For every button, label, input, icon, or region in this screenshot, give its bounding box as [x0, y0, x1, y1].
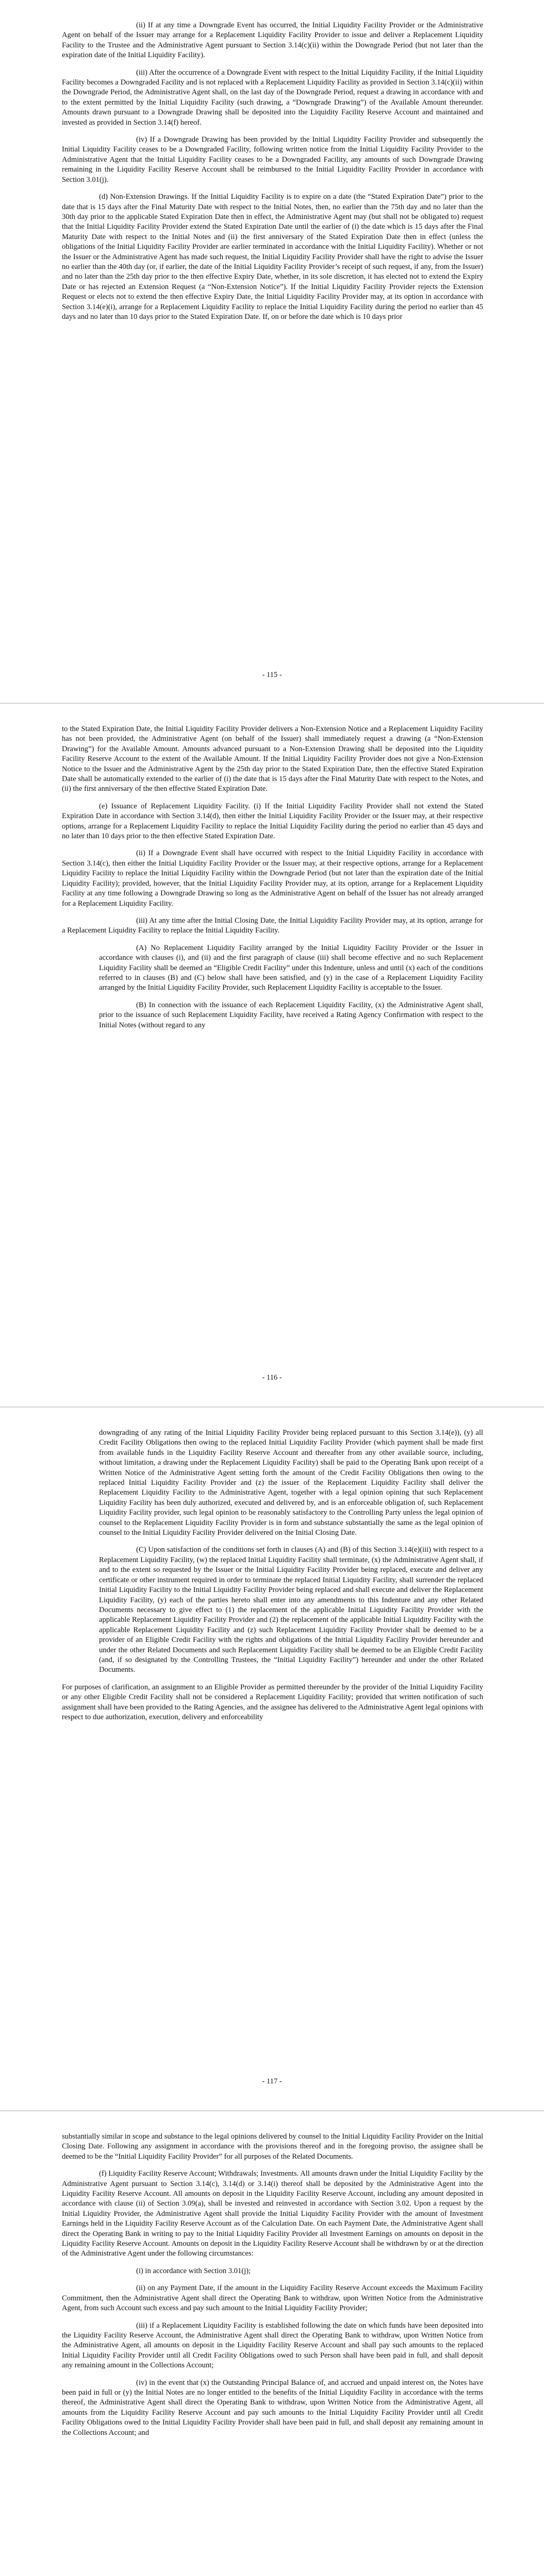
paragraph: (i) in accordance with Section 3.01(j); [136, 2266, 251, 2275]
paragraph: (iii) After the occurrence of a Downgrade Event with respect to the Initial Liquidity Facility, if the Initial Liquidity Facility becomes a Downgraded Facility and is not replaced with a Replacement Liquidity Facility as provided in Section 3.14(c)(ii) within the Downgrade Period, the Administrative Agent shall, on the last day of the Downgrade Period, request a drawing in accordance with and to the extent permitted by the Initial Liquidity Facility (such drawing, a “Downgrade Drawing”) of the Available Amount thereunder. Amounts drawn pursuant to a Downgrade Drawing shall be deposited into the Liquidity Facility Reserve Account and maintained and invested as provided in Section 3.14(f) hereof. [62, 68, 483, 127]
document-page-1 [0, 0, 544, 703]
paragraph: For purposes of clarification, an assignment to an Eligible Provider as permitted thereunder by the provider of the Initial Liquidity Facility or any other Eligible Credit Facility shall not be considered a Replacement Liquidity Facility; provided that written notification of such assignment shall have been provided to the Rating Agencies, and the assignee has delivered to the Administrative Agent legal opinions with respect to due authorization, execution, delivery and enforceability [62, 1683, 483, 1721]
page-1-body [62, 21, 483, 329]
paragraph: (iv) in the event that (x) the Outstanding Principal Balance of, and accrued and unpaid interest on, the Notes have been paid in full or (y) the Initial Notes are no longer entitled to the benefits of the Initial Liquidity Facility in accordance with the terms thereof, the Administrative Agent shall direct the Operating Bank to withdraw, upon Written Notice from the Administrative Agent, all amounts from the Liquidity Facility Reserve Account and pay such amounts to the Initial Liquidity Facility Provider until all Credit Facility Obligations owed to the Initial Liquidity Facility Provider shall have been paid in full, and shall deposit any remaining amount in the Collections Account; and [62, 2378, 483, 2437]
page-number: - 117 - [262, 2077, 282, 2086]
page-number: - 115 - [262, 671, 282, 679]
document-page-4 [0, 2111, 544, 2576]
paragraph: (C) Upon satisfaction of the conditions set forth in clauses (A) and (B) of this Section 3.14(e)(iii) with respect to a Replacement Liquidity Facility, (w) the replaced Initial Liquidity Facility shall terminate, (x) the Administrative Agent shall, if and to the extent so requested by the Issuer or the Initial Liquidity Facility Provider being replaced, execute and deliver any certificate or other instrument required in order to terminate the replaced Initial Liquidity Facility, shall surrender the replaced Initial Liquidity Facility to the Initial Liquidity Facility Provider being replaced and shall execute and deliver the Replacement Liquidity Facility, (y) each of the parties hereto shall enter into any amendments to this Indenture and any other Related Documents necessary to give effect to (1) the replacement of the applicable Initial Liquidity Facility Provider with the applicable Replacement Liquidity Facility Provider and (2) the replacement of the applicable Initial Liquidity Facility with the applicable Replacement Liquidity Facility and (z) such Replacement Liquidity Facility Provider shall be deemed to be a provider of an Eligible Credit Facility with the rights and obligations of the Initial Liquidity Facility Provider hereunder and under the other Related Documents and such Replacement Liquidity Facility shall be deemed to be an Eligible Credit Facility (and, if so designated by the Controlling Trustees, the “Initial Liquidity Facility”) hereunder and under the other Related Documents. [99, 1546, 483, 1674]
paragraph: (B) In connection with the issuance of each Replacement Liquidity Facility, (x) the Administrative Agent shall, prior to the issuance of such Replacement Liquidity Facility, have received a Rating Agency Confirmation with respect to the Initial Notes (without regard to any [99, 1001, 483, 1029]
paragraph: (iii) At any time after the Initial Closing Date, the Initial Liquidity Facility Provider may, at its option, arrange for a Replacement Liquidity Facility to replace the Initial Liquidity Facility. [62, 916, 483, 935]
paragraph: substantially similar in scope and substance to the legal opinions delivered by counsel to the Initial Liquidity Facility Provider on the Initial Closing Date. Following any assignment in accordance with the provisions thereof and in the foregoing proviso, the assignee shall be deemed to be the “Initial Liquidity Facility Provider” for all purposes of the Related Documents. [62, 2132, 483, 2161]
page-2-body [62, 724, 483, 1038]
paragraph: (ii) on any Payment Date, if the amount in the Liquidity Facility Reserve Account exceeds the Maximum Facility Commitment, then the Administrative Agent shall direct the Operating Bank to withdraw, upon Written Notice from the Administrative Agent, from such Account such excess and pay such amount to the Initial Liquidity Facility Provider; [62, 2284, 483, 2313]
paragraph: (ii) If at any time a Downgrade Event has occurred, the Initial Liquidity Facility Provider or the Administrative Agent on behalf of the Issuer may arrange for a Replacement Liquidity Facility Provider to issue and deliver a Replacement Liquidity Facility to the Trustee and the Administrative Agent pursuant to Section 3.14(c)(ii) within the Downgrade Period (but not later than the expiration date of the Initial Liquidity Facility). [62, 21, 483, 60]
paragraph: (f) Liquidity Facility Reserve Account; Withdrawals; Investments. All amounts drawn under the Initial Liquidity Facility by the Administrative Agent pursuant to Section 3.14(c), 3.14(d) or 3.14(i) thereof shall be deposited by the Administrative Agent into the Liquidity Facility Reserve Account. All amounts on deposit in the Liquidity Facility Reserve Account, including any amount deposited in accordance with clause (ii) of Section 3.09(a), shall be invested and reinvested in accordance with Section 3.02. Upon a request by the Initial Liquidity Provider, the Administrative Agent shall provide the Initial Liquidity Facility Provider with the amount of Investment Earnings held in the Liquidity Facility Reserve Account as of the Calculation Date. On each Payment Date, the Administrative Agent shall direct the Operating Bank in writing to pay to the Initial Liquidity Facility Provider all Investment Earnings on amounts on deposit in the Liquidity Facility Reserve Account. Amounts on deposit in the Liquidity Facility Reserve Account shall be withdrawn by or at the direction of the Administrative Agent under the following circumstances: [62, 2170, 483, 2258]
paragraph: to the Stated Expiration Date, the Initial Liquidity Facility Provider delivers a Non-Extension Notice and a Replacement Liquidity Facility has not been provided, the Administrative Agent (on behalf of the Issuer) shall immediately request a drawing (a “Non-Extension Drawing”) for the Available Amount. Amounts advanced pursuant to a Non-Extension Drawing shall be deposited into the Liquidity Facility Reserve Account to the extent of the Available Amount. If the Initial Liquidity Facility Provider does not give a Non-Extension Notice to the Issuer and the Administrative Agent by the 25th day prior to the Stated Expiration Date, then the effective Stated Expiration Date shall be automatically extended to the earlier of (i) the date that is 15 days after the Final Maturity Date with respect to the Notes, and (ii) the first anniversary of the then effective Stated Expiration Date. [62, 725, 483, 793]
paragraph: downgrading of any rating of the Initial Liquidity Facility Provider being replaced pursuant to this Section 3.14(e)), (y) all Credit Facility Obligations then owing to the replaced Initial Liquidity Facility Provider (which payment shall be made first from available funds in the Liquidity Facility Reserve Account and thereafter from any other available source, including, without limitation, a drawing under the Replacement Liquidity Facility) shall be paid to the Operating Bank upon receipt of a Written Notice of the Administrative Agent setting forth the amount of the Credit Facility Obligations then owing to the replaced Initial Liquidity Facility Provider and (z) the issuer of the Replacement Liquidity Facility shall deliver the Replacement Liquidity Facility to the Administrative Agent, together with a legal opinion opining that such Replacement Liquidity Facility has been duly authorized, executed and delivered by, and is an enforceable obligation of, such Replacement Liquidity Facility provider, such legal opinion to be reasonably satisfactory to the Controlling Party unless the legal opinion of counsel to the Replacement Liquidity Facility Provider is in form and substance substantially the same as the legal opinion of counsel to the Initial Liquidity Facility Provider delivered on the Initial Closing Date. [99, 1429, 483, 1537]
page-3-body [62, 1428, 483, 1730]
document-page-3 [0, 1408, 544, 2110]
page-number: - 116 - [262, 1374, 282, 1382]
paragraph: (d) Non-Extension Drawings. If the Initial Liquidity Facility is to expire on a date (the “Stated Expiration Date”) prior to the date that is 15 days after the Final Maturity Date with respect to the Initial Notes, then, no earlier than the 75th day and no later than the 30th day prior to the applicable Stated Expiration Date then in effect, the Administrative Agent may (but shall not be obligated to) request that the Initial Liquidity Facility Provider extend the Stated Expiration Date until the earlier of (i) the date which is 15 days after the Final Maturity Date with respect to the Initial Notes and (ii) the first anniversary of the Stated Expiration Date then in effect (unless the obligations of the Initial Liquidity Facility Provider are earlier terminated in accordance with the Initial Liquidity Facility). Whether or not the Issuer or the Administrative Agent has made such request, the Initial Liquidity Facility Provider shall have the right to advise the Issuer no earlier than the 40th day (or, if earlier, the date of the Initial Liquidity Facility Provider’s receipt of such request, if any, from the Issuer) and no later than the 25th day prior to the then effective Expiry Date, whether, in its sole discretion, it has elected not to extend the Expiry Date or has rejected an Extension Request (a “Non-Extension Notice”). If the Initial Liquidity Facility Provider rejects the Extension Request or elects not to extend the then effective Expiry Date, the Initial Liquidity Facility Provider may, at its option in accordance with Section 3.14(e)(i), arrange for a Replacement Liquidity Facility to replace the Initial Liquidity Facility during the period no earlier than 45 days and no later than 10 days prior to the Stated Expiration Date. If, on or before the date which is 10 days prior [62, 193, 483, 321]
paragraph: (ii) If a Downgrade Event shall have occurred with respect to the Initial Liquidity Facility in accordance with Section 3.14(c), then either the Initial Liquidity Facility Provider or the Issuer may, at their respective options, arrange for a Replacement Liquidity Facility to replace the Initial Liquidity Facility within the Downgrade Period (but not later than the expiration date of the Initial Liquidity Facility); provided, however, that the Initial Liquidity Facility Provider may, at its option, arrange for a Replacement Liquidity Facility at any time following a Downgrade Drawing so long as the Administrative Agent on behalf of the Issuer has not already arranged for a Replacement Liquidity Facility. [62, 849, 483, 908]
paragraph: (A) No Replacement Liquidity Facility arranged by the Initial Liquidity Facility Provider or the Issuer in accordance with clauses (i), and (ii) and the first paragraph of clause (iii) shall become effective and no such Replacement Liquidity Facility shall be deemed an “Eligible Credit Facility” under this Indenture, unless and until (x) each of the conditions referred to in clauses (B) and (C) below shall have been satisfied, and (y) in the case of a Replacement Liquidity Facility arranged by the Initial Liquidity Facility Provider, such Replacement Liquidity Facility is acceptable to the Issuer. [99, 943, 483, 992]
document-page-2 [0, 704, 544, 1406]
page-4-body [62, 2132, 483, 2445]
paragraph: (e) Issuance of Replacement Liquidity Facility. (i) If the Initial Liquidity Facility Provider shall not extend the Stated Expiration Date in accordance with Section 3.14(d), then either the Initial Liquidity Facility Provider or the Issuer may, at their respective options, arrange for a Replacement Liquidity Facility to replace the Initial Liquidity Facility during the period no earlier than 45 days and no later than 10 days prior to the then effective Stated Expiration Date. [62, 802, 483, 841]
paragraph: (iv) If a Downgrade Drawing has been provided by the Initial Liquidity Facility Provider and subsequently the Initial Liquidity Facility ceases to be a Downgraded Facility, following written notice from the Initial Liquidity Facility Provider to the Administrative Agent that the Initial Liquidity Facility ceases to be a Downgraded Facility, any amounts of such Downgrade Drawing remaining in the Liquidity Facility Reserve Account shall be reimbursed to the Initial Liquidity Facility Provider in accordance with Section 3.01(j). [62, 135, 483, 184]
paragraph: (iii) if a Replacement Liquidity Facility is established following the date on which funds have been deposited into the Liquidity Facility Reserve Account, the Administrative Agent shall direct the Operating Bank to withdraw, upon Written Notice from the Administrative Agent, all amounts on deposit in the Liquidity Facility Reserve Account and shall pay such amounts to the replaced Initial Liquidity Facility Provider until all Credit Facility Obligations owed to such Person shall have been paid in full, and shall deposit any remaining amount in the Collections Account; [62, 2321, 483, 2370]
